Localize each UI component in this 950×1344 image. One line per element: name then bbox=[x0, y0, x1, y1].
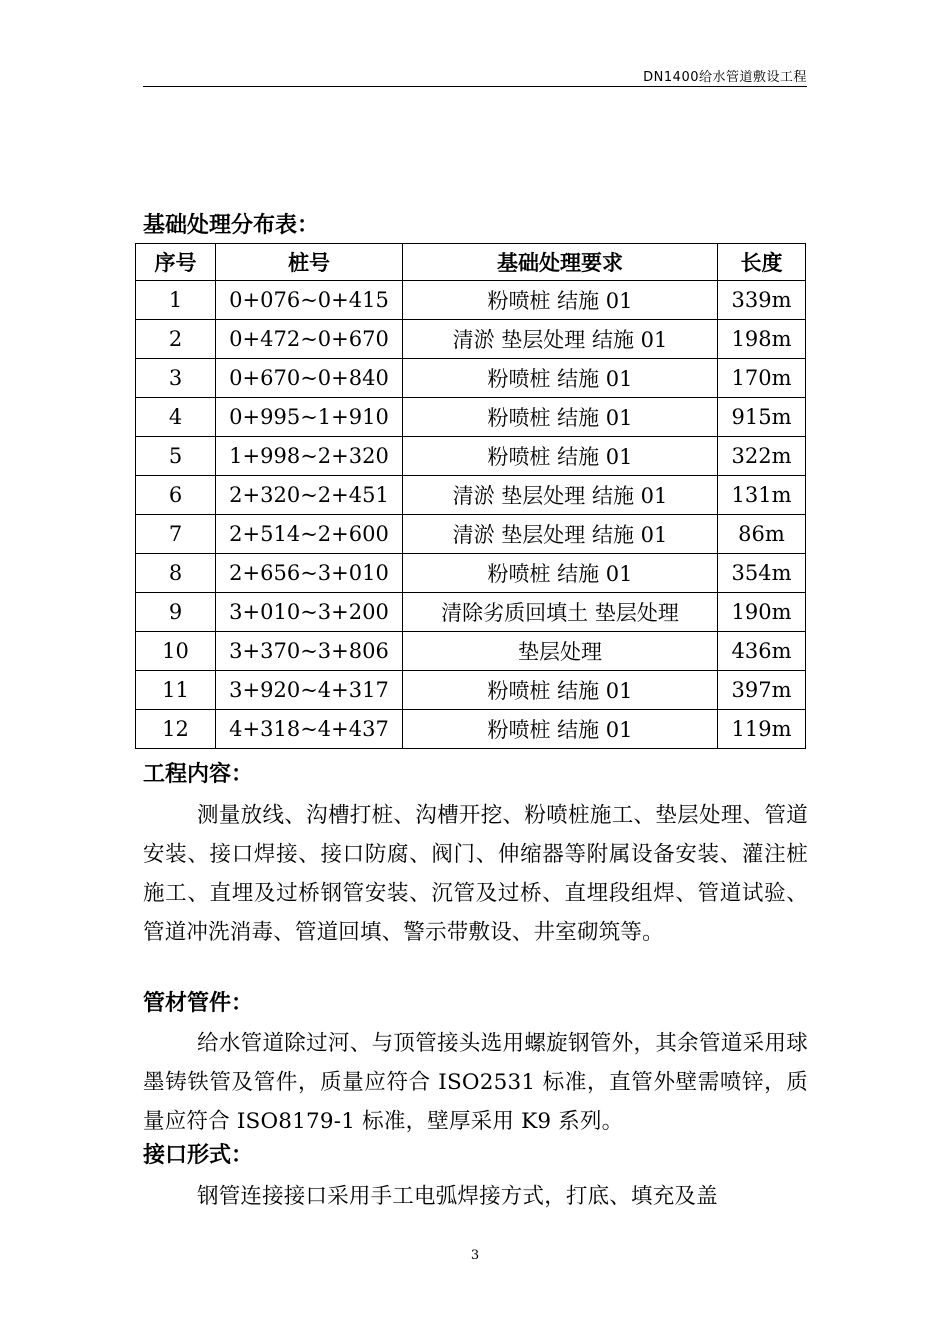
joint-form-heading: 接口形式： bbox=[143, 1143, 254, 1168]
cell-requirement: 粉喷桩 结施 01 bbox=[403, 437, 718, 476]
table-row bbox=[136, 476, 806, 515]
table-header-row bbox=[136, 244, 806, 281]
column-header-seq: 序号 bbox=[136, 244, 216, 281]
cell-length: 86m bbox=[718, 515, 806, 554]
cell-length: 322m bbox=[718, 437, 806, 476]
cell-seq: 3 bbox=[136, 359, 216, 398]
cell-length: 354m bbox=[718, 554, 806, 593]
cell-seq: 8 bbox=[136, 554, 216, 593]
column-header-requirement: 基础处理要求 bbox=[403, 244, 718, 281]
cell-requirement: 粉喷桩 结施 01 bbox=[403, 398, 718, 437]
cell-seq: 7 bbox=[136, 515, 216, 554]
running-header: DN1400给水管道敷设工程 bbox=[643, 70, 807, 85]
cell-station: 2+320~2+451 bbox=[216, 476, 403, 515]
cell-length: 436m bbox=[718, 632, 806, 671]
cell-station: 3+920~4+317 bbox=[216, 671, 403, 710]
table-row bbox=[136, 515, 806, 554]
cell-requirement: 粉喷桩 结施 01 bbox=[403, 671, 718, 710]
table-row bbox=[136, 632, 806, 671]
table-row bbox=[136, 671, 806, 710]
foundation-distribution-table bbox=[135, 243, 806, 749]
table-row bbox=[136, 281, 806, 320]
cell-seq: 6 bbox=[136, 476, 216, 515]
work-content-heading: 工程内容： bbox=[143, 762, 254, 787]
cell-station: 0+472~0+670 bbox=[216, 320, 403, 359]
table-row bbox=[136, 437, 806, 476]
cell-seq: 9 bbox=[136, 593, 216, 632]
column-header-length: 长度 bbox=[718, 244, 806, 281]
table-body bbox=[136, 281, 806, 749]
cell-seq: 4 bbox=[136, 398, 216, 437]
cell-seq: 12 bbox=[136, 710, 216, 749]
cell-length: 131m bbox=[718, 476, 806, 515]
cell-requirement: 清淤 垫层处理 结施 01 bbox=[403, 476, 718, 515]
cell-station: 4+318~4+437 bbox=[216, 710, 403, 749]
cell-requirement: 清淤 垫层处理 结施 01 bbox=[403, 515, 718, 554]
cell-seq: 11 bbox=[136, 671, 216, 710]
column-header-station: 桩号 bbox=[216, 244, 403, 281]
cell-station: 2+656~3+010 bbox=[216, 554, 403, 593]
table-row bbox=[136, 554, 806, 593]
page-number: 3 bbox=[470, 1248, 480, 1263]
cell-requirement: 粉喷桩 结施 01 bbox=[403, 359, 718, 398]
cell-seq: 1 bbox=[136, 281, 216, 320]
cell-station: 2+514~2+600 bbox=[216, 515, 403, 554]
cell-requirement: 粉喷桩 结施 01 bbox=[403, 281, 718, 320]
table-row bbox=[136, 320, 806, 359]
cell-seq: 2 bbox=[136, 320, 216, 359]
cell-station: 1+998~2+320 bbox=[216, 437, 403, 476]
cell-requirement: 垫层处理 bbox=[403, 632, 718, 671]
work-content-paragraph: 测量放线、沟槽打桩、沟槽开挖、粉喷桩施工、垫层处理、管道安装、接口焊接、接口防腐、阀门、伸缩器等附属设备安装、灌注桩施工、直埋及过桥钢管安装、沉管及过桥、直埋段组焊、管道试验、管道冲洗消毒、管道回填、警示带敷设、井室砌筑等。 bbox=[143, 803, 808, 945]
cell-length: 339m bbox=[718, 281, 806, 320]
table-row bbox=[136, 359, 806, 398]
cell-station: 3+010~3+200 bbox=[216, 593, 403, 632]
cell-station: 3+370~3+806 bbox=[216, 632, 403, 671]
cell-station: 0+995~1+910 bbox=[216, 398, 403, 437]
cell-requirement: 粉喷桩 结施 01 bbox=[403, 554, 718, 593]
pipe-materials-paragraph: 给水管道除过河、与顶管接头选用螺旋钢管外，其余管道采用球墨铸铁管及管件，质量应符合 ISO2531 标准，直管外壁需喷锌，质量应符合 ISO8179-1 标准，壁厚采用 K9 系列。 bbox=[143, 1031, 808, 1134]
cell-length: 915m bbox=[718, 398, 806, 437]
cell-length: 397m bbox=[718, 671, 806, 710]
cell-requirement: 清淤 垫层处理 结施 01 bbox=[403, 320, 718, 359]
cell-station: 0+076~0+415 bbox=[216, 281, 403, 320]
cell-station: 0+670~0+840 bbox=[216, 359, 403, 398]
cell-requirement: 清除劣质回填土 垫层处理 bbox=[403, 593, 718, 632]
cell-length: 170m bbox=[718, 359, 806, 398]
cell-seq: 5 bbox=[136, 437, 216, 476]
cell-length: 190m bbox=[718, 593, 806, 632]
cell-requirement: 粉喷桩 结施 01 bbox=[403, 710, 718, 749]
joint-form-paragraph: 钢管连接接口采用手工电弧焊接方式，打底、填充及盖 bbox=[197, 1184, 718, 1209]
table-heading: 基础处理分布表： bbox=[143, 213, 320, 238]
pipe-materials-heading: 管材管件： bbox=[143, 991, 254, 1016]
cell-length: 198m bbox=[718, 320, 806, 359]
cell-seq: 10 bbox=[136, 632, 216, 671]
table-row bbox=[136, 398, 806, 437]
header-rule bbox=[143, 86, 807, 87]
table-row bbox=[136, 710, 806, 749]
cell-length: 119m bbox=[718, 710, 806, 749]
table-row bbox=[136, 593, 806, 632]
